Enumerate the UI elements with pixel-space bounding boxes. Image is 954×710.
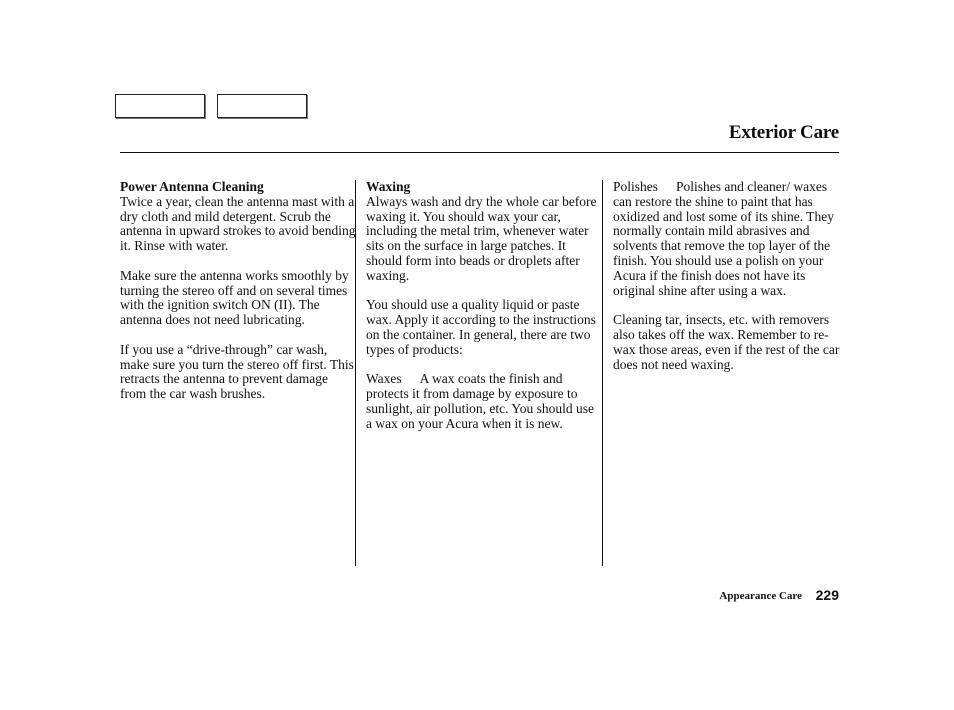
paragraph: Cleaning tar, insects, etc. with removers also takes off the wax. Remember to re-wax those areas, even if the rest of the car does not need waxing.: [613, 312, 840, 372]
column-polishes: [613, 180, 849, 387]
column-power-antenna: [120, 180, 356, 417]
column-waxing: [366, 180, 602, 446]
section-heading-waxing: Waxing: [366, 179, 411, 194]
definition-waxes: [366, 372, 602, 431]
term-polishes: Polishes: [613, 179, 659, 194]
paragraph: Make sure the antenna works smoothly by turning the stereo off and on several times with the ignition switch ON (II). The antenna does not need lubricating.: [120, 267, 349, 328]
nav-button-1[interactable]: [115, 94, 205, 118]
paragraph: Twice a year, clean the antenna mast with a dry cloth and mild detergent. Scrub the antenna in upward strokes to avoid bending it. Rinse with water.: [120, 193, 356, 254]
term-waxes: Waxes: [366, 371, 402, 387]
term-text-waxes: A wax coats the finish and protects it from damage by exposure to sunlight, air pollution, etc. You should use a wax on your Acura when it is new.: [366, 371, 595, 431]
footer-section-label: Appearance Care: [719, 590, 802, 602]
paragraph: You should use a quality liquid or paste wax. Apply it according to the instructions on the container. In general, there are two types of products:: [366, 297, 596, 357]
header-rule: [120, 152, 839, 153]
term-text-polishes: Polishes and cleaner/ waxes can restore the shine to paint that has oxidized and lost some of its shine. They normally contain mild abrasives and solvents that remove the top layer of the finish. You should use a polish on your Acura if the finish does not have its original shine after using a wax.: [613, 179, 834, 298]
paragraph: Always wash and dry the whole car before waxing it. You should wax your car, including the metal trim, whenever water sits on the surface in large patches. It should form into beads or droplets after waxing.: [366, 193, 597, 283]
paragraph: If you use a “drive-through” car wash, make sure you turn the stereo off first. This retracts the antenna to prevent damage from the car wash brushes.: [120, 341, 354, 402]
column-divider: [602, 180, 603, 566]
definition-polishes: [613, 180, 849, 298]
page-title: Exterior Care: [728, 122, 839, 143]
section-heading-antenna: Power Antenna Cleaning: [120, 179, 264, 194]
nav-button-2[interactable]: [217, 94, 307, 118]
column-divider: [355, 180, 356, 566]
page-number: 229: [815, 587, 839, 603]
